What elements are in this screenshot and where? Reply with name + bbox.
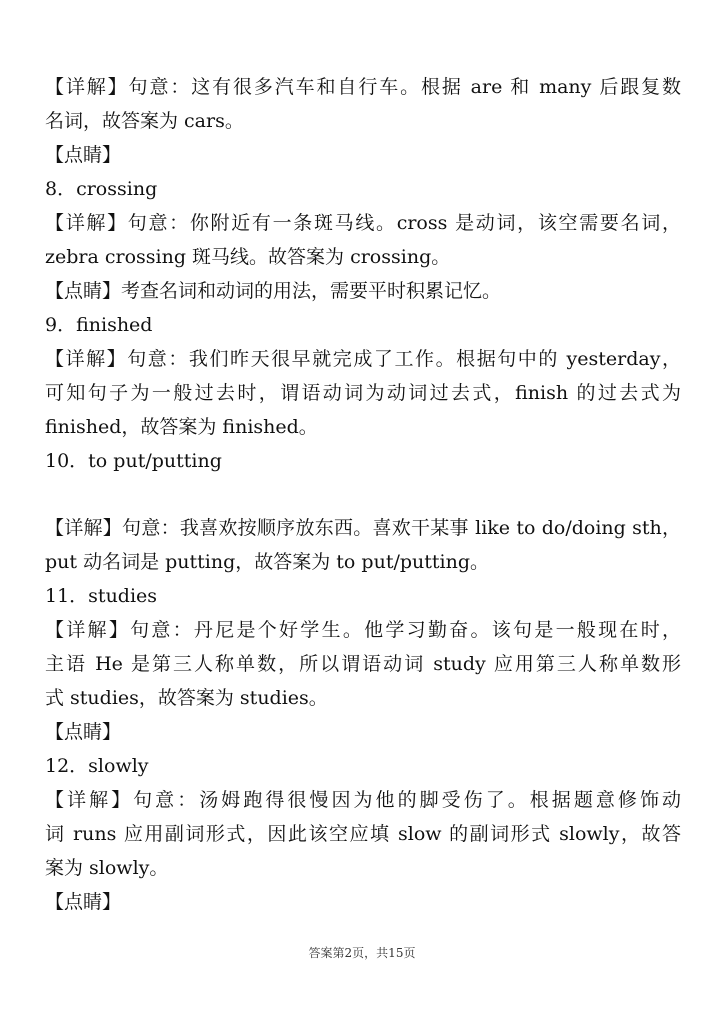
page-footer: 答案第2页，共15页 (308, 946, 416, 960)
answer-8: 8．crossing (45, 178, 158, 200)
explanation-11-line-1: 【详解】句意：丹尼是个好学生。他学习勤奋。该句是一般现在时， (45, 619, 681, 641)
explanation-7-line-2: 名词，故答案为 cars。 (45, 110, 244, 132)
explanation-10-line-1: 【详解】句意：我喜欢按顺序放东西。喜欢干某事 like to do/doing sth， (45, 517, 681, 539)
explanation-9-line-3: finished，故答案为 finished。 (45, 416, 318, 438)
explanation-11-line-2: 主语 He 是第三人称单数，所以谓语动词 study 应用第三人称单数形 (45, 653, 681, 675)
answer-12: 12．slowly (45, 755, 149, 777)
note-11-heading: 【点睛】 (45, 721, 122, 743)
explanation-8-line-1: 【详解】句意：你附近有一条斑马线。cross 是动词，该空需要名词， (45, 212, 681, 234)
explanation-9-line-1: 【详解】句意：我们昨天很早就完成了工作。根据句中的 yesterday， (45, 348, 681, 370)
explanation-12-line-1: 【详解】句意：汤姆跑得很慢因为他的脚受伤了。根据题意修饰动 (45, 789, 681, 811)
explanation-9-line-2: 可知句子为一般过去时，谓语动词为动词过去式，finish 的过去式为 (45, 382, 681, 404)
explanation-11-line-3: 式 studies，故答案为 studies。 (45, 687, 328, 709)
answer-10: 10．to put/putting (45, 450, 222, 472)
explanation-10-line-2: put 动名词是 putting，故答案为 to put/putting。 (45, 551, 489, 573)
note-8: 【点睛】考查名词和动词的用法，需要平时积累记忆。 (45, 280, 502, 302)
explanation-8-line-2: zebra crossing 斑马线。故答案为 crossing。 (45, 246, 451, 268)
answer-9: 9．finished (45, 314, 153, 336)
answer-11: 11．studies (45, 585, 158, 607)
explanation-12-line-3: 案为 slowly。 (45, 857, 169, 879)
note-12-heading: 【点睛】 (45, 891, 122, 913)
explanation-12-line-2: 词 runs 应用副词形式，因此该空应填 slow 的副词形式 slowly，故答 (45, 823, 681, 845)
document-body (45, 70, 681, 919)
note-7-heading: 【点睛】 (45, 144, 122, 166)
explanation-7-line-1: 【详解】句意：这有很多汽车和自行车。根据 are 和 many 后跟复数 (45, 76, 681, 98)
